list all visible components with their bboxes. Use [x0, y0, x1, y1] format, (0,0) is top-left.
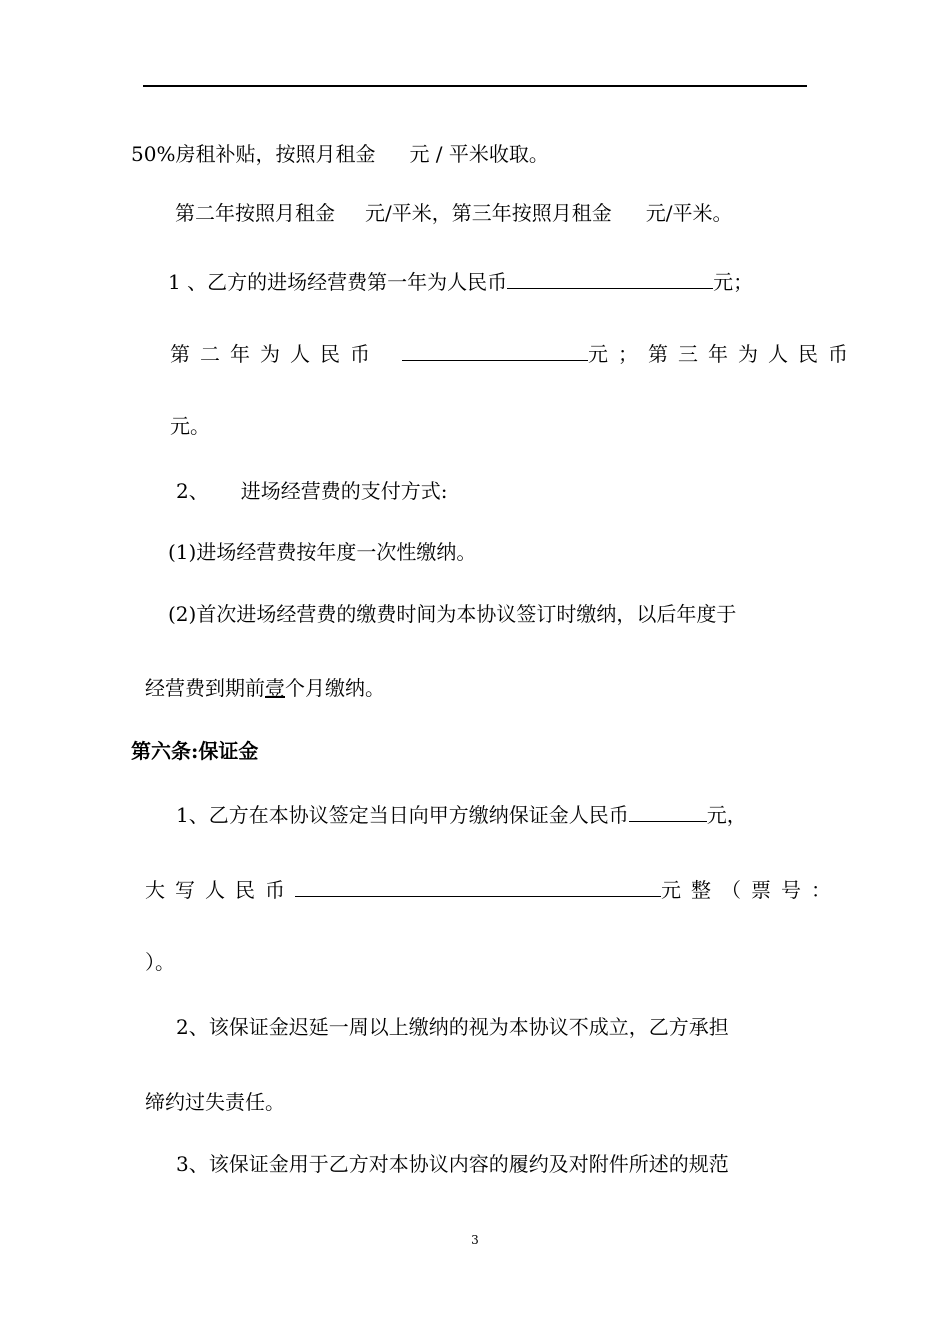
fill-in-blank [402, 340, 588, 361]
fill-in-blank [295, 876, 661, 897]
section-heading-deposit: 第六条:保证金 [131, 739, 259, 763]
text-segment: 第二年按照月租金 [175, 201, 335, 225]
text-segment: 元整（票号： [661, 878, 841, 902]
text-line-close-paren: ）。 [145, 950, 175, 974]
fill-in-blank [507, 268, 713, 289]
text-line-rent-subsidy [131, 142, 549, 166]
text-line-deposit-use: 3、该保证金用于乙方对本协议内容的履约及对附件所述的规范 [176, 1152, 729, 1176]
text-segment: 50%房租补贴，按照月租金 [131, 142, 376, 166]
text-segment: 第二年为人民币 [170, 342, 380, 366]
text-segment: 个月缴纳。 [285, 676, 385, 700]
text-line-entry-fee-second-third-year [170, 340, 858, 366]
text-line-payment-1: (1)进场经营费按年度一次性缴纳。 [168, 540, 477, 564]
text-line-deposit-delay: 2、该保证金迟延一周以上缴纳的视为本协议不成立，乙方承担 [176, 1015, 729, 1039]
text-segment: 元/平米，第三年按照月租金 [365, 201, 612, 225]
text-line-deposit-amount [176, 801, 747, 827]
text-segment: 进场经营费的支付方式: [240, 479, 448, 503]
text-segment: 1 、乙方的进场经营费第一年为人民币 [168, 270, 508, 294]
underlined-text: 壹 [265, 676, 285, 700]
text-line-payment-2: (2)首次进场经营费的缴费时间为本协议签订时缴纳，以后年度于 [168, 602, 737, 626]
text-line-deposit-capital [145, 876, 841, 902]
text-segment: 元， [706, 803, 747, 827]
text-segment: 1、乙方在本协议签定当日向甲方缴纳保证金人民币 [176, 803, 629, 827]
text-line-liability: 缔约过失责任。 [145, 1090, 285, 1114]
text-line-yuan: 元。 [170, 414, 210, 438]
text-line-entry-fee-first-year [168, 268, 753, 294]
text-segment: 2、 [176, 479, 209, 503]
text-line-payment-2-cont [145, 676, 385, 700]
page-number: 3 [471, 1233, 479, 1247]
text-segment: 元 / 平米收取。 [409, 142, 549, 166]
text-segment: 大写人民币 [145, 878, 295, 902]
text-line-second-third-year-rent [175, 201, 733, 225]
text-segment: 经营费到期前 [145, 676, 265, 700]
text-segment: 元； [713, 270, 754, 294]
text-segment: 元/平米。 [645, 201, 733, 225]
text-line-payment-method-title [176, 479, 447, 503]
fill-in-blank [629, 801, 707, 822]
text-segment: 元；第三年为人民币 [588, 342, 858, 366]
header-rule [143, 85, 807, 87]
